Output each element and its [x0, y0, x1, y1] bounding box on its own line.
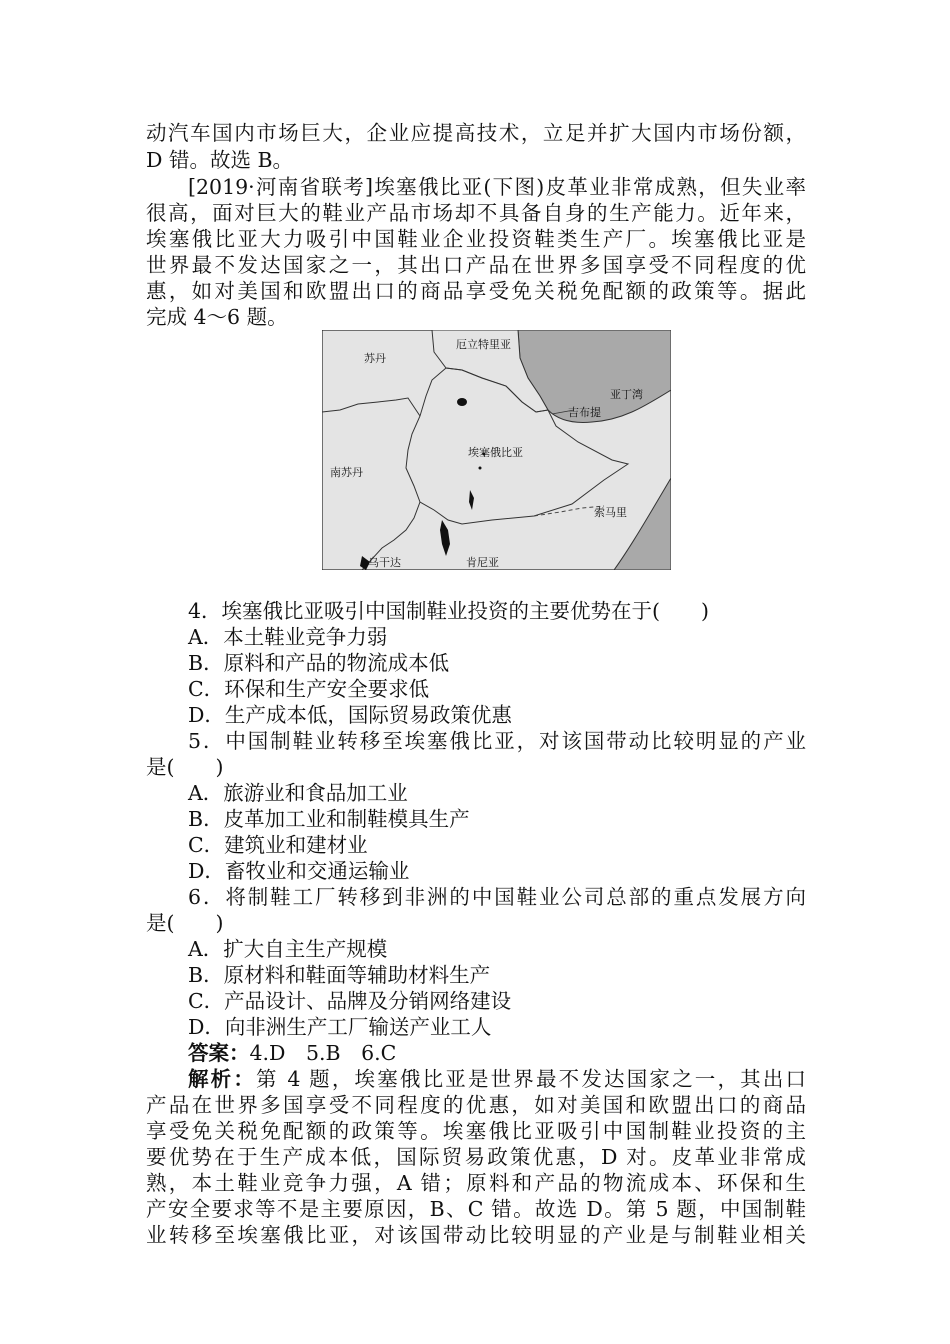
passage-line: 埃塞俄比亚大力吸引中国鞋业企业投资鞋类生产厂。埃塞俄比亚是	[146, 227, 806, 251]
question-stem: 6．将制鞋工厂转移到非洲的中国鞋业公司总部的重点发展方向	[188, 885, 806, 909]
analysis-line: 要优势在于生产成本低，国际贸易政策优惠，D 对。皮革业非常成	[146, 1145, 806, 1169]
map-label-somalia: 索马里	[594, 506, 627, 519]
option-c: C．环保和生产安全要求低	[188, 677, 430, 701]
option-d: D．畜牧业和交通运输业	[188, 859, 410, 883]
passage-line: 完成 4～6 题。	[146, 305, 288, 329]
option-d: D．生产成本低，国际贸易政策优惠	[188, 703, 512, 727]
lake-tana	[457, 398, 467, 406]
map-label-gulf-of-aden: 亚丁湾	[610, 388, 643, 401]
ethiopia-map	[322, 330, 671, 570]
passage-line: 惠，如对美国和欧盟出口的商品享受免关税免配额的政策等。据此	[146, 279, 806, 303]
option-a: A．扩大自主生产规模	[188, 937, 388, 961]
option-a: A．本土鞋业竞争力弱	[188, 625, 388, 649]
passage-line: [2019·河南省联考]埃塞俄比亚(下图)皮革业非常成熟，但失业率	[188, 175, 806, 199]
intro-line: 动汽车国内市场巨大，企业应提高技术，立足并扩大国内市场份额，	[146, 121, 806, 145]
option-b: B．原料和产品的物流成本低	[188, 651, 450, 675]
option-c: C．产品设计、品牌及分销网络建设	[188, 989, 512, 1013]
option-d: D．向非洲生产工厂输送产业工人	[188, 1015, 492, 1039]
analysis-line: 产品在世界多国享受不同程度的优惠，如对美国和欧盟出口的商品	[146, 1093, 806, 1117]
map-label-south-sudan: 南苏丹	[330, 466, 363, 479]
option-b: B．皮革加工业和制鞋模具生产	[188, 807, 470, 831]
analysis-first: 第 4 题，埃塞俄比亚是世界最不发达国家之一，其出口	[256, 1067, 806, 1091]
passage-line: 很高，面对巨大的鞋业产品市场却不具备自身的生产能力。近年来，	[146, 201, 806, 225]
analysis-line: 熟，本土鞋业竞争力强，A 错；原料和产品的物流成本、环保和生	[146, 1171, 806, 1195]
question-stem: 4．埃塞俄比亚吸引中国制鞋业投资的主要优势在于( )	[188, 599, 710, 623]
option-c: C．建筑业和建材业	[188, 833, 368, 857]
intro-line: D 错。故选 B。	[146, 148, 294, 172]
lake-dot	[479, 467, 482, 470]
analysis-line: 享受免关税免配额的政策等。埃塞俄比亚吸引中国制鞋业投资的主	[146, 1119, 806, 1143]
map-label-uganda: 乌干达	[368, 556, 401, 569]
question-stem-cont: 是( )	[146, 911, 224, 935]
option-a: A．旅游业和食品加工业	[188, 781, 408, 805]
answer-text: 4.D 5.B 6.C	[249, 1041, 397, 1065]
map-label-sudan: 苏丹	[364, 352, 386, 365]
analysis-label: 解析：	[188, 1067, 257, 1091]
option-b: B．原材料和鞋面等辅助材料生产	[188, 963, 491, 987]
analysis-line: 产安全要求等不是主要原因，B、C 错。故选 D。第 5 题，中国制鞋	[146, 1197, 806, 1221]
map-label-djibouti: 吉布提	[568, 406, 601, 419]
question-stem-cont: 是( )	[146, 755, 224, 779]
answer-line	[188, 1040, 396, 1066]
map-label-eritrea: 厄立特里亚	[456, 338, 511, 351]
map-label-kenya: 肯尼亚	[466, 556, 499, 569]
answer-label: 答案：	[188, 1041, 250, 1065]
analysis-line	[188, 1066, 806, 1092]
analysis-line: 业转移至埃塞俄比亚，对该国带动比较明显的产业是与制鞋业相关	[146, 1223, 806, 1247]
passage-line: 世界最不发达国家之一，其出口产品在世界多国享受不同程度的优	[146, 253, 806, 277]
map-label-ethiopia: 埃塞俄比亚	[468, 446, 523, 459]
question-stem: 5．中国制鞋业转移至埃塞俄比亚，对该国带动比较明显的产业	[188, 729, 806, 753]
